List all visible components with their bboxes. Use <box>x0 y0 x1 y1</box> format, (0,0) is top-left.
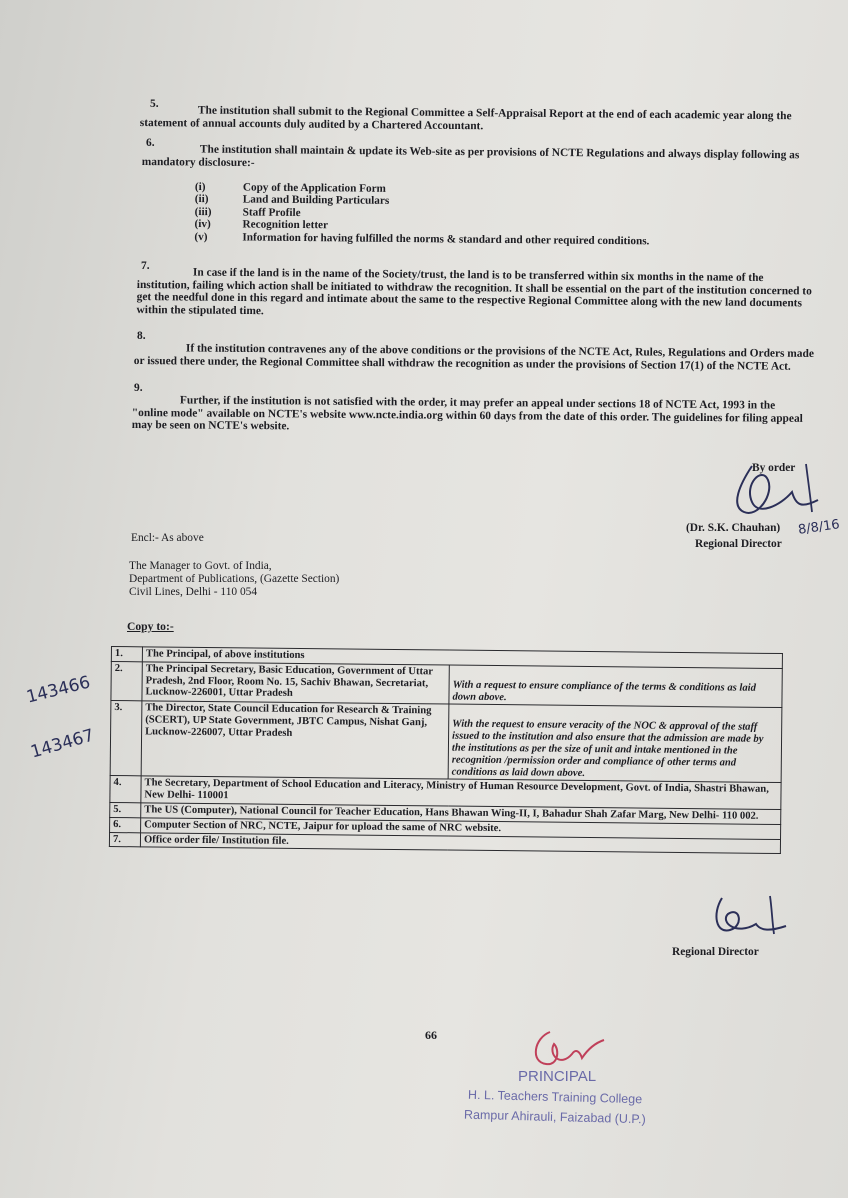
table-row: 7. Office order file/ Institution file. <box>109 832 780 854</box>
list-item: (ii) Land and Building Particulars <box>194 193 390 208</box>
margin-note-2: 143467 <box>28 725 97 763</box>
table-row: 6. Computer Section of NRC, NCTE, Jaipur for upload the same of NRC website. <box>110 817 781 839</box>
principal-signature <box>520 1024 610 1074</box>
clause-8-number: 8. <box>137 330 146 342</box>
clause-9-number: 9. <box>134 382 143 394</box>
director-designation: Regional Director <box>695 538 782 550</box>
footer-designation: Regional Director <box>672 946 759 958</box>
copy-to-heading: Copy to:- <box>127 620 174 633</box>
clause-8-text: If the institution contravenes any of the above conditions or the provisions of the NCTE Act, Rules, Regulations and Orders made or issued there under, the Regional Committee shall withdraw the recognition as under the provisions of Section 17(1) of the NCTE Act. <box>133 342 814 373</box>
clause-7-text: In case if the land is in the name of the Society/trust, the land is to be transferred within six months in the name of the institution, failing which action shall be initiated to withdraw the recognition. It shall be essential on the part of the institution concerned to get the needful done in this regard and intimate about the same to the respective Regional Committee along with the new land documents within the stipulated time. <box>136 266 812 317</box>
footer-signature-mark <box>706 890 796 950</box>
clause-6-text: The institution shall maintain & update its Web-site as per provisions of NCTE Regulations and always display following as mandatory disclosure:- <box>141 143 800 169</box>
clause-5-text: The institution shall submit to the Regional Committee a Self-Appraisal Report at the end of each academic year along the statement of annual accounts duly audited by a Chartered Accountant. <box>139 104 792 132</box>
disclosure-list <box>194 181 650 247</box>
list-item: (i) Copy of the Application Form <box>194 181 386 195</box>
clause-5-number: 5. <box>150 98 159 110</box>
stamp-college: H. L. Teachers Training College <box>467 1087 643 1107</box>
clause-7-number: 7. <box>141 260 150 272</box>
list-item: (v) Information for having fulfilled the norms & standard and other required conditions. <box>194 230 650 247</box>
address-line: The Manager to Govt. of India, <box>129 560 272 572</box>
signature-date: 8/8/16 <box>797 517 841 538</box>
stamp-location: Rampur Ahirauli, Faizabad (U.P.) <box>463 1107 646 1127</box>
copy-to-table <box>109 646 783 854</box>
table-row: 2. The Principal Secretary, Basic Education, Government of Uttar Pradesh, 2nd Floor, Room No. 15, Sachiv Bhawan, Secretariat, Lucknow-226001, Uttar Pradesh With a request to ensure compliance of the terms & conditions as laid down above. <box>111 661 782 708</box>
table-row: 1. The Principal, of above institutions <box>111 647 782 669</box>
address-line: Civil Lines, Delhi - 110 054 <box>129 586 258 598</box>
address-line: Department of Publications, (Gazette Section) <box>129 573 340 585</box>
clause-6-number: 6. <box>146 137 155 149</box>
table-row: 5. The US (Computer), National Council for Teacher Education, Hans Bhawan Wing-II, I, Bahadur Shah Zafar Marg, New Delhi- 110 002. <box>110 802 781 824</box>
stamp-title: PRINCIPAL <box>518 1068 597 1085</box>
director-name: (Dr. S.K. Chauhan) <box>686 522 781 534</box>
list-item: (iv) Recognition letter <box>194 218 329 232</box>
table-row: 3. The Director, State Council Education for Research & Training (SCERT), UP State Government, JBTC Campus, Nishat Ganj, Lucknow-226007, Uttar Pradesh With the request to ensure veracity of the NOC & approval of the staff issued to the institution and also ensure that the admission are made by the institutions as per the size of unit and intake mentioned in the recognition /permission order and compliance of other terms and conditions as laid down above. <box>110 701 782 783</box>
address-block <box>129 560 339 599</box>
page-number: 66 <box>425 1028 437 1042</box>
enclosure-note: Encl:- As above <box>131 532 204 544</box>
margin-note-1: 143466 <box>24 672 93 708</box>
table-row: 4. The Secretary, Department of School Education and Literacy, Ministry of Human Resource Development, Govt. of India, Shastri Bhawan, New Delhi- 110001 <box>110 776 781 810</box>
list-item: (iii) Staff Profile <box>194 205 301 219</box>
clause-9-text: Further, if the institution is not satisfied with the order, it may prefer an appeal under sections 18 of NCTE Act, 1993 in the "online mode" available on NCTE's website www.ncte.india.org within 60 days from the date of this order. The guidelines for filing appeal may be seen on NCTE's website. <box>131 394 803 433</box>
by-order-label: By order <box>752 462 796 474</box>
